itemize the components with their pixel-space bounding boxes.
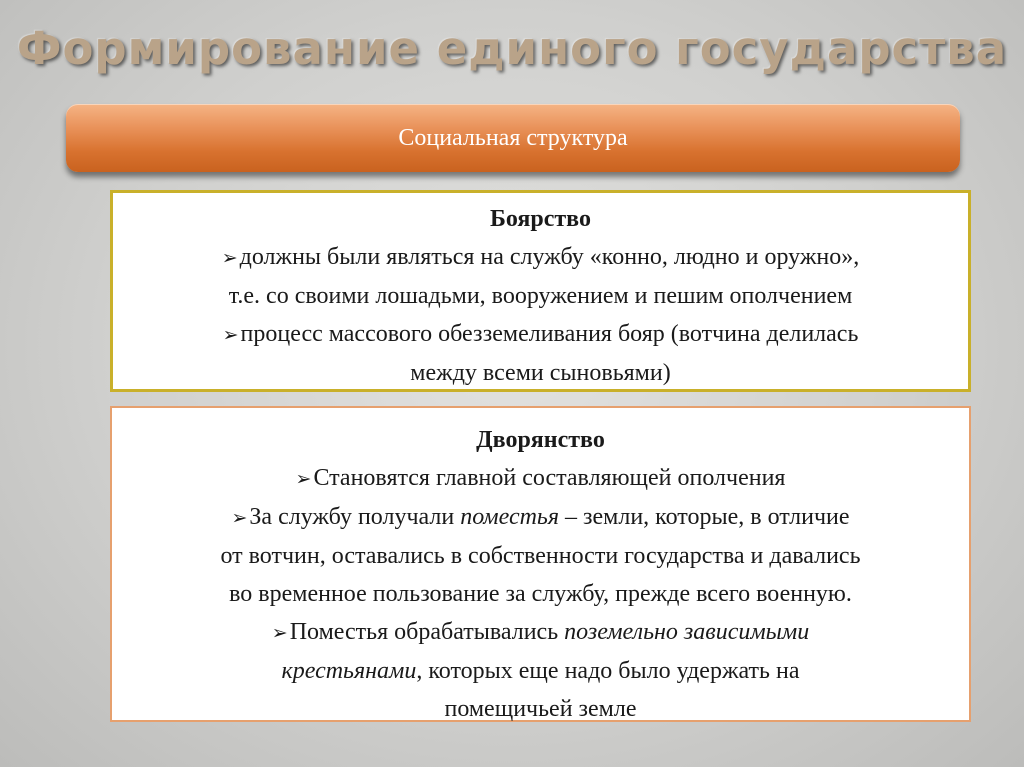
section-header-label: Социальная структура <box>398 124 628 151</box>
nobility-item-3-line-3: помещичьей земле <box>444 696 637 722</box>
bullet-arrow-icon: ➢ <box>221 247 238 269</box>
section-header-bar <box>66 104 960 172</box>
boyars-item-2-text: процесс массового обезземеливания бояр (вотчина делилась <box>240 321 859 347</box>
nobility-item-2-text-after: – земли, которые, в отличие <box>559 504 850 530</box>
boyars-item-2-line-1 <box>113 315 968 354</box>
bullet-arrow-icon: ➢ <box>295 468 312 490</box>
nobility-box <box>110 406 971 722</box>
nobility-item-3-emphasis-2: крестьянами <box>281 658 417 684</box>
boyars-box <box>110 190 971 392</box>
boyars-item-1-line-1 <box>113 238 968 277</box>
nobility-item-3-line-2 <box>112 652 969 690</box>
nobility-item-2-line-2: от вотчин, оставались в собственности государства и давались <box>220 543 861 569</box>
nobility-item-2-text-before: За службу получали <box>249 504 461 530</box>
nobility-heading: Дворянство <box>476 427 605 453</box>
boyars-heading: Боярство <box>490 206 591 232</box>
nobility-item-2-line-1 <box>112 498 969 537</box>
nobility-item-1-text: Становятся главной составляющей ополчения <box>313 465 786 491</box>
nobility-item-3-text-before: Поместья обрабатывались <box>289 619 565 645</box>
boyars-item-2-line-2: между всеми сыновьями) <box>410 360 671 386</box>
bullet-arrow-icon: ➢ <box>231 507 248 529</box>
boyars-item-1-text: должны были являться на службу «конно, людно и оружно», <box>239 244 860 270</box>
nobility-item-3-emphasis-1: поземельно зависимыми <box>564 619 810 645</box>
nobility-item-2-line-3: во временное пользование за службу, прежде всего военную. <box>229 581 852 607</box>
boyars-item-1-line-2: т.е. со своими лошадьми, вооружением и пешим ополчением <box>228 283 853 309</box>
bullet-arrow-icon: ➢ <box>271 622 288 644</box>
bullet-arrow-icon: ➢ <box>222 324 239 346</box>
slide-title: Формирование единого государства <box>16 22 1008 75</box>
nobility-item-2-emphasis: поместья <box>460 504 560 530</box>
nobility-item-3-line-1 <box>112 613 969 652</box>
nobility-item-1 <box>112 459 969 498</box>
nobility-item-3-text-after: , которых еще надо было удержать на <box>416 658 800 684</box>
